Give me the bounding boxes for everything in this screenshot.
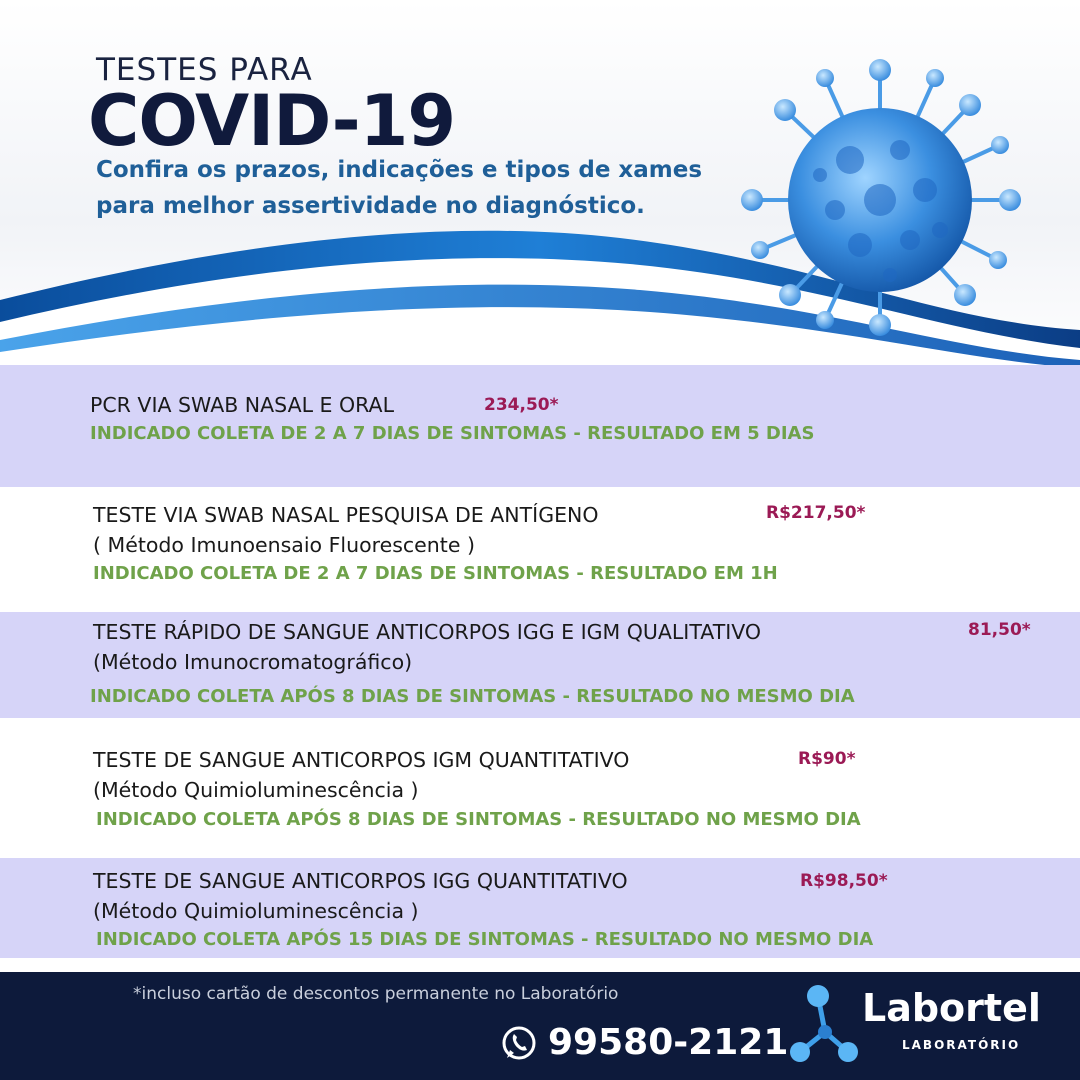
test-method: (Método Quimioluminescência ) [93, 778, 419, 802]
molecule-logo-icon [790, 982, 860, 1068]
test-name: TESTE VIA SWAB NASAL PESQUISA DE ANTÍGENO [93, 503, 599, 527]
test-price: R$217,50* [766, 503, 866, 523]
phone-number[interactable]: 99580-2121 [548, 1022, 789, 1063]
footer [0, 972, 1080, 1080]
headline-kicker: TESTES PARA [96, 52, 313, 88]
test-row-igm [0, 718, 1080, 858]
subtitle-line-2: para melhor assertividade no diagnóstico. [96, 193, 645, 219]
headline-subtitle [96, 152, 796, 224]
test-price: R$98,50* [800, 871, 888, 891]
test-name: TESTE DE SANGUE ANTICORPOS IGG QUANTITATIVO [93, 869, 628, 893]
header-banner [0, 0, 1080, 370]
test-indication: INDICADO COLETA APÓS 8 DIAS DE SINTOMAS - RESULTADO NO MESMO DIA [90, 686, 855, 707]
test-price: 81,50* [968, 620, 1031, 640]
test-row-pcr [0, 365, 1080, 487]
test-name: TESTE DE SANGUE ANTICORPOS IGM QUANTITATIVO [93, 748, 630, 772]
test-row-antigen [0, 487, 1080, 612]
brand-subtitle: LABORATÓRIO [902, 1038, 1021, 1052]
test-indication: INDICADO COLETA DE 2 A 7 DIAS DE SINTOMAS - RESULTADO EM 5 DIAS [90, 423, 815, 444]
footer-note: *incluso cartão de descontos permanente no Laboratório [133, 984, 619, 1004]
test-method: ( Método Imunoensaio Fluorescente ) [93, 533, 475, 557]
test-indication: INDICADO COLETA APÓS 15 DIAS DE SINTOMAS - RESULTADO NO MESMO DIA [96, 929, 874, 950]
test-name: PCR VIA SWAB NASAL E ORAL [90, 393, 394, 417]
test-method: (Método Imunocromatográfico) [93, 650, 413, 674]
test-price: 234,50* [484, 395, 559, 415]
brand-logo [800, 986, 1060, 1072]
headline-title: COVID-19 [88, 80, 456, 162]
brand-name: Labortel [862, 986, 1041, 1030]
test-row-rapid [0, 612, 1080, 718]
test-indication: INDICADO COLETA DE 2 A 7 DIAS DE SINTOMAS - RESULTADO EM 1H [93, 563, 778, 584]
test-row-igg [0, 858, 1080, 958]
test-price: R$90* [798, 749, 856, 769]
test-method: (Método Quimioluminescência ) [93, 899, 419, 923]
test-name: TESTE RÁPIDO DE SANGUE ANTICORPOS IGG E IGM QUALITATIVO [93, 620, 762, 644]
phone-contact[interactable] [500, 1022, 788, 1063]
test-indication: INDICADO COLETA APÓS 8 DIAS DE SINTOMAS - RESULTADO NO MESMO DIA [96, 809, 861, 830]
virus-icon [730, 50, 1030, 350]
whatsapp-icon [500, 1024, 538, 1062]
subtitle-line-1: Confira os prazos, indicações e tipos de xames [96, 157, 703, 183]
